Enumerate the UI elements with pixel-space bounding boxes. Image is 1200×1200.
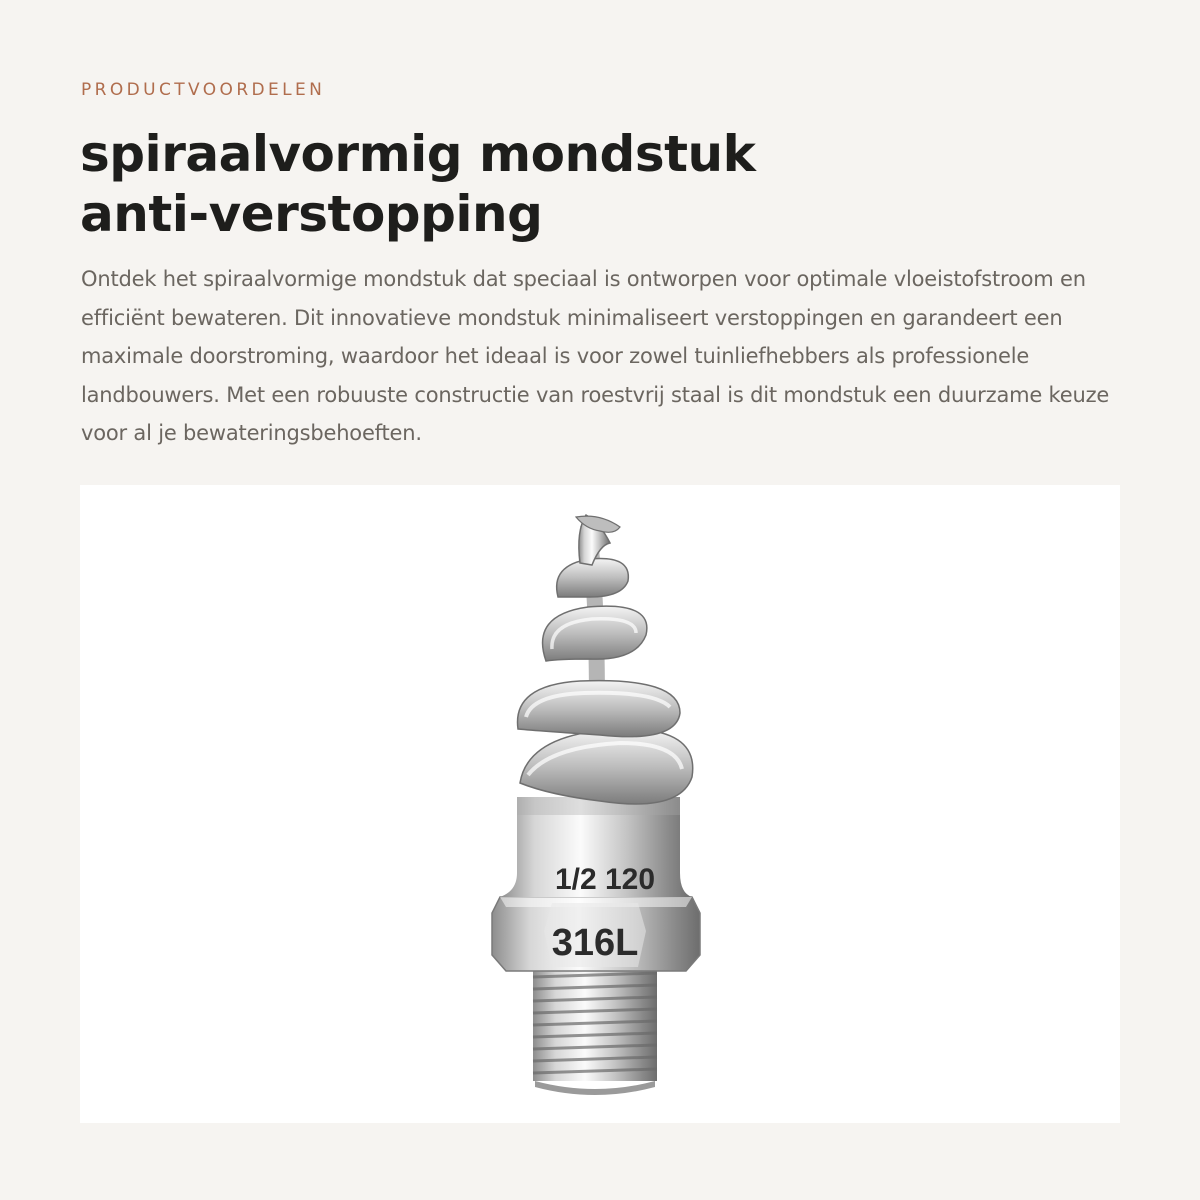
section-eyebrow: PRODUCTVOORDELEN xyxy=(81,80,326,100)
material-marking: 316L xyxy=(551,922,639,964)
thread-section xyxy=(533,969,657,1095)
title-line-2: anti-verstopping xyxy=(80,185,543,243)
spiral-nozzle-image xyxy=(80,485,1120,1123)
spiral-tip xyxy=(518,515,693,804)
title-line-1: spiraalvormig mondstuk xyxy=(80,125,756,183)
section-title xyxy=(80,124,1080,244)
product-image-panel xyxy=(80,485,1120,1123)
section-description: Ontdek het spiraalvormige mondstuk dat speciaal is ontworpen voor optimale vloeistofstroom en efficiënt bewateren. Dit innovatieve mondstuk minimaliseert verstoppingen en garandeert een maximale doorstroming, waardoor het ideaal is voor zowel tuinliefhebbers als professionele landbouwers. Met een robuuste constructie van roestvrij staal is dit mondstuk een duurzame keuze voor al je bewateringsbehoeften. xyxy=(81,267,1110,445)
size-marking: 1/2 120 xyxy=(554,863,656,896)
